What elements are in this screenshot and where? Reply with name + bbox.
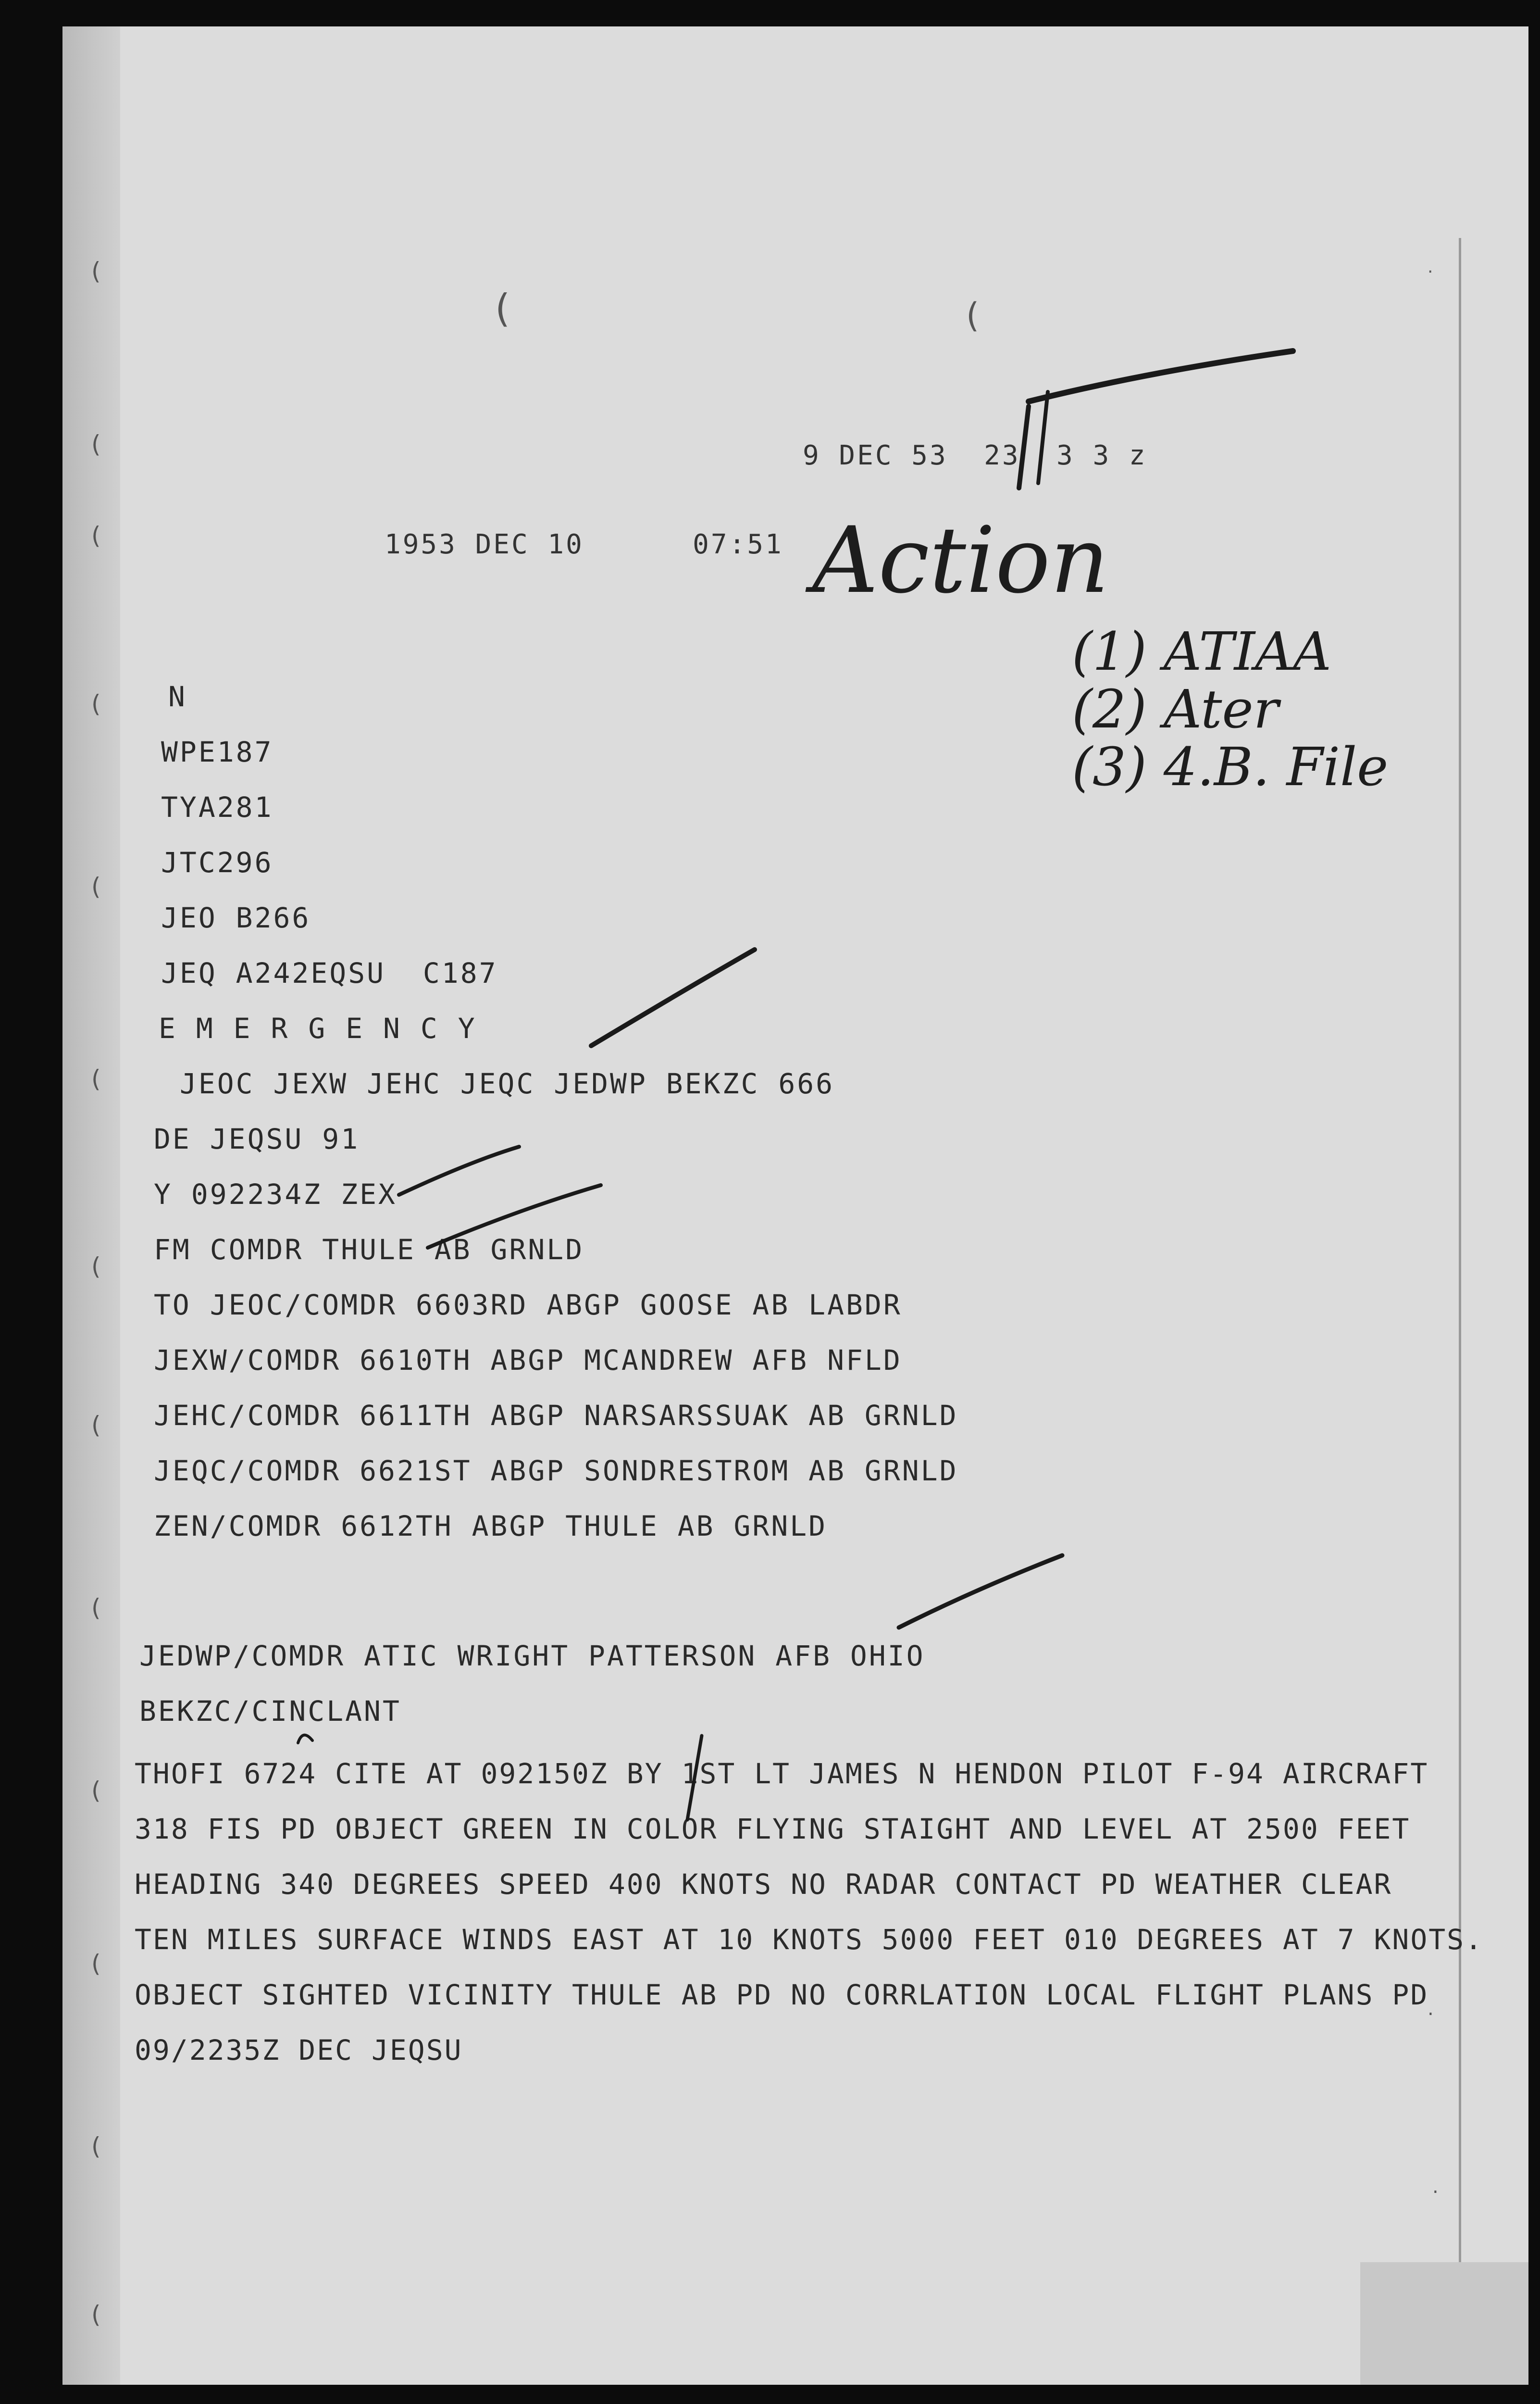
teletype-line: JEQ A242EQSU C187 [161, 957, 498, 989]
teletype-line: JTC296 [161, 846, 273, 879]
margin-mark: ( [91, 1777, 101, 1804]
teletype-line: WPE187 [161, 736, 273, 768]
check-mark [399, 1147, 519, 1195]
address-line: BEKZC/CINCLANT [139, 1695, 401, 1728]
body-line: HEADING 340 DEGREES SPEED 400 KNOTS NO RADAR CONTACT PD WEATHER CLEAR [135, 1868, 1392, 1901]
teletype-line: JEO B266 [161, 902, 311, 934]
margin-mark: ( [91, 522, 101, 550]
margin-mark: ( [91, 1950, 101, 1978]
to-line: TO JEOC/COMDR 6603RD ABGP GOOSE AB LABDR [154, 1289, 902, 1321]
routing-indicators: JEOC JEXW JEHC JEQC JEDWP BEKZC 666 [161, 1067, 835, 1100]
address-line: JEHC/COMDR 6611TH ABGP NARSARSSUAK AB GRNLD [154, 1399, 958, 1432]
margin-mark: ( [91, 2132, 101, 2160]
margin-mark: ( [91, 873, 101, 901]
margin-mark: ( [91, 2301, 101, 2329]
initial-stroke [1019, 406, 1029, 488]
check-mark [687, 1736, 702, 1820]
body-line: THOFI 6724 CITE AT 092150Z BY 1ST LT JAMES N HENDON PILOT F-94 AIRCRAFT [135, 1757, 1429, 1790]
margin-mark: ( [91, 1065, 101, 1093]
body-line: 318 FIS PD OBJECT GREEN IN COLOR FLYING STAIGHT AND LEVEL AT 2500 FEET [135, 1813, 1411, 1845]
binder-hole-mark: ( [495, 286, 510, 331]
check-mark [591, 950, 755, 1046]
teletype-line: N [168, 680, 187, 713]
emergency-line: E M E R G E N C Y [159, 1012, 477, 1045]
initial-stroke [1029, 351, 1293, 401]
binder-hole-mark: ( [966, 296, 980, 335]
initial-stroke [1038, 392, 1048, 483]
routing-line-1: (1) ATIAA [1072, 621, 1331, 682]
address-line: ZEN/COMDR 6612TH ABGP THULE AB GRNLD [154, 1510, 828, 1542]
address-line: JEDWP/COMDR ATIC WRIGHT PATTERSON AFB OHIO [139, 1640, 925, 1672]
margin-mark: ( [91, 430, 101, 458]
from-line: FM COMDR THULE AB GRNLD [154, 1233, 584, 1266]
teletype-line: Y 092234Z ZEX [154, 1178, 397, 1211]
log-date: 1953 DEC 10 [385, 529, 584, 560]
body-line: TEN MILES SURFACE WINDS EAST AT 10 KNOTS 5000 FEET 010 DEGREES AT 7 KNOTS. [135, 1923, 1484, 1956]
pen-marks [62, 26, 1528, 2385]
handwritten-action: Action [812, 507, 1109, 614]
log-time: 07:51 [693, 529, 783, 560]
received-zone: 3 3 z [1056, 440, 1147, 471]
margin-mark: ( [91, 257, 101, 285]
document-sheet [62, 26, 1528, 2385]
teletype-line: DE JEQSU 91 [154, 1123, 360, 1155]
dot-mark: . [1432, 2176, 1439, 2198]
check-mark [428, 1185, 601, 1248]
margin-mark: ( [91, 1411, 101, 1439]
received-time: 23 [984, 440, 1020, 471]
dot-mark: . [1428, 1998, 1434, 2020]
body-line: OBJECT SIGHTED VICINITY THULE AB PD NO CORRLATION LOCAL FLIGHT PLANS PD [135, 1978, 1429, 2011]
received-date: 9 DEC 53 [803, 440, 948, 471]
routing-line-3: (3) 4.B. File [1072, 736, 1389, 798]
body-line: 09/2235Z DEC JEQSU [135, 2034, 463, 2066]
caret-mark [298, 1735, 312, 1743]
address-line: JEXW/COMDR 6610TH ABGP MCANDREW AFB NFLD [154, 1344, 902, 1377]
check-mark [899, 1555, 1062, 1628]
teletype-line: TYA281 [161, 791, 273, 824]
margin-mark: ( [91, 690, 101, 718]
margin-mark: ( [91, 1594, 101, 1622]
routing-line-2: (2) Ater [1072, 678, 1279, 740]
address-line: JEQC/COMDR 6621ST ABGP SONDRESTROM AB GRNLD [154, 1454, 958, 1487]
dot-mark: . [1428, 257, 1433, 277]
margin-mark: ( [91, 1252, 101, 1280]
